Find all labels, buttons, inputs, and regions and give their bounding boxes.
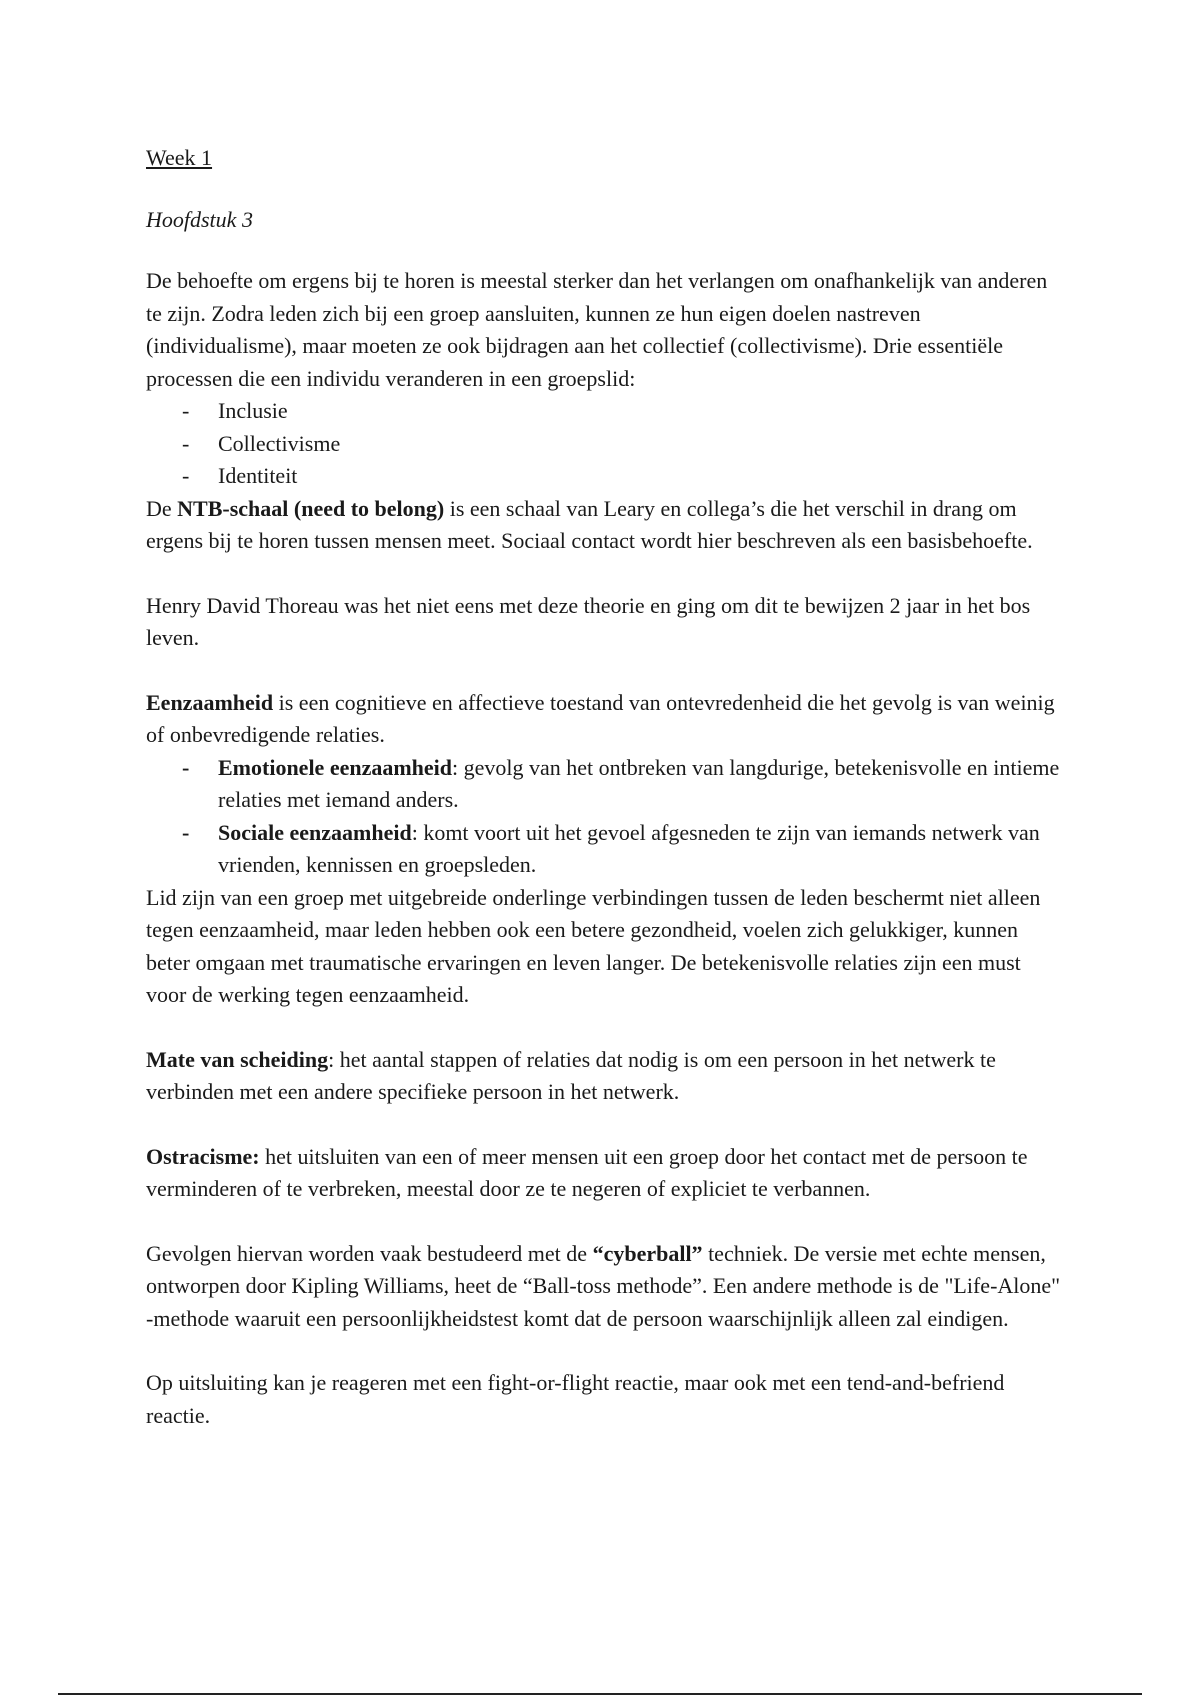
list-dash: -	[182, 754, 190, 780]
loneliness-term: Eenzaamheid	[146, 689, 274, 715]
list-item: - Identiteit	[146, 460, 1066, 493]
list-dash: -	[182, 819, 190, 845]
ostracism-paragraph: Ostracisme: het uitsluiten van een of meer mensen uit een groep door het contact met de persoon te verminderen of te verbreken, meestal door ze te negeren of expliciet te verbannen.	[146, 1143, 1028, 1201]
list-item: - Collectivisme	[146, 428, 1066, 461]
list-dash: -	[182, 463, 190, 488]
ntb-term: NTB-schaal (need to belong)	[177, 495, 445, 521]
separation-term: Mate van scheiding	[146, 1046, 329, 1072]
membership-paragraph: Lid zijn van een groep met uitgebreide onderlinge verbindingen tussen de leden beschermt niet alleen tegen eenzaamheid, maar leden hebben ook een betere gezondheid, voelen zich gelukkiger, kunnen beter omgaan met traumatische ervaringen en leven langer. De betekenisvolle relaties zijn een must voor de werking tegen eenzaamheid.	[146, 884, 1041, 1007]
week-heading: Week 1	[146, 145, 213, 170]
separation-paragraph: Mate van scheiding: het aantal stappen of relaties dat nodig is om een persoon in het netwerk te verbinden met een andere specifieke persoon in het netwerk.	[146, 1046, 996, 1104]
document-body	[146, 142, 1066, 1464]
thoreau-paragraph: Henry David Thoreau was het niet eens met deze theorie en ging om dit te bewijzen 2 jaar in het bos leven.	[146, 592, 1031, 650]
list-dash: -	[182, 398, 190, 423]
loneliness-paragraph: Eenzaamheid is een cognitieve en affectieve toestand van ontevredenheid die het gevolg is van weinig of onbevredigende relaties.	[146, 689, 1055, 747]
list-item: - Emotionele eenzaamheid: gevolg van het ontbreken van langdurige, betekenisvolle en intieme relaties met iemand anders.	[146, 752, 1066, 817]
list-item: - Sociale eenzaamheid: komt voort uit het gevoel afgesneden te zijn van iemands netwerk van vrienden, kennissen en groepsleden.	[146, 817, 1066, 882]
process-list	[146, 395, 1066, 493]
chapter-heading: Hoofdstuk 3	[146, 206, 253, 232]
ostracism-term: Ostracisme:	[146, 1143, 260, 1169]
list-item: - Inclusie	[146, 395, 1066, 428]
list-dash: -	[182, 430, 190, 456]
cyberball-paragraph: Gevolgen hiervan worden vaak bestudeerd met de “cyberball” techniek. De versie met echte mensen, ontworpen door Kipling Williams, heet de “Ball-toss methode”. Een andere methode is de "Life-Alone" -methode waaruit een persoonlijkheidstest komt dat de persoon waarschijnlijk alleen zal eindigen.	[146, 1240, 1061, 1331]
cyberball-term: “cyberball”	[592, 1240, 703, 1266]
intro-text: De behoefte om ergens bij te horen is meestal sterker dan het verlangen om onafhankelijk van anderen te zijn. Zodra leden zich bij een groep aansluiten, kunnen ze hun eigen doelen nastreven (individualisme), maar moeten ze ook bijdragen aan het collectief (collectivisme). Drie essentiële processen die een individu veranderen in een groepslid:	[146, 268, 1048, 391]
loneliness-list	[146, 752, 1066, 882]
intro-paragraph	[146, 265, 1066, 395]
reaction-paragraph: Op uitsluiting kan je reageren met een fight-or-flight reactie, maar ook met een tend-and-befriend reactie.	[146, 1370, 1005, 1428]
ntb-paragraph: De NTB-schaal (need to belong) is een schaal van Leary en collega’s die het verschil in drang om ergens bij te horen tussen mensen meet. Sociaal contact wordt hier beschreven als een basisbehoefte.	[146, 495, 1033, 553]
page-bottom-divider	[58, 1693, 1142, 1695]
